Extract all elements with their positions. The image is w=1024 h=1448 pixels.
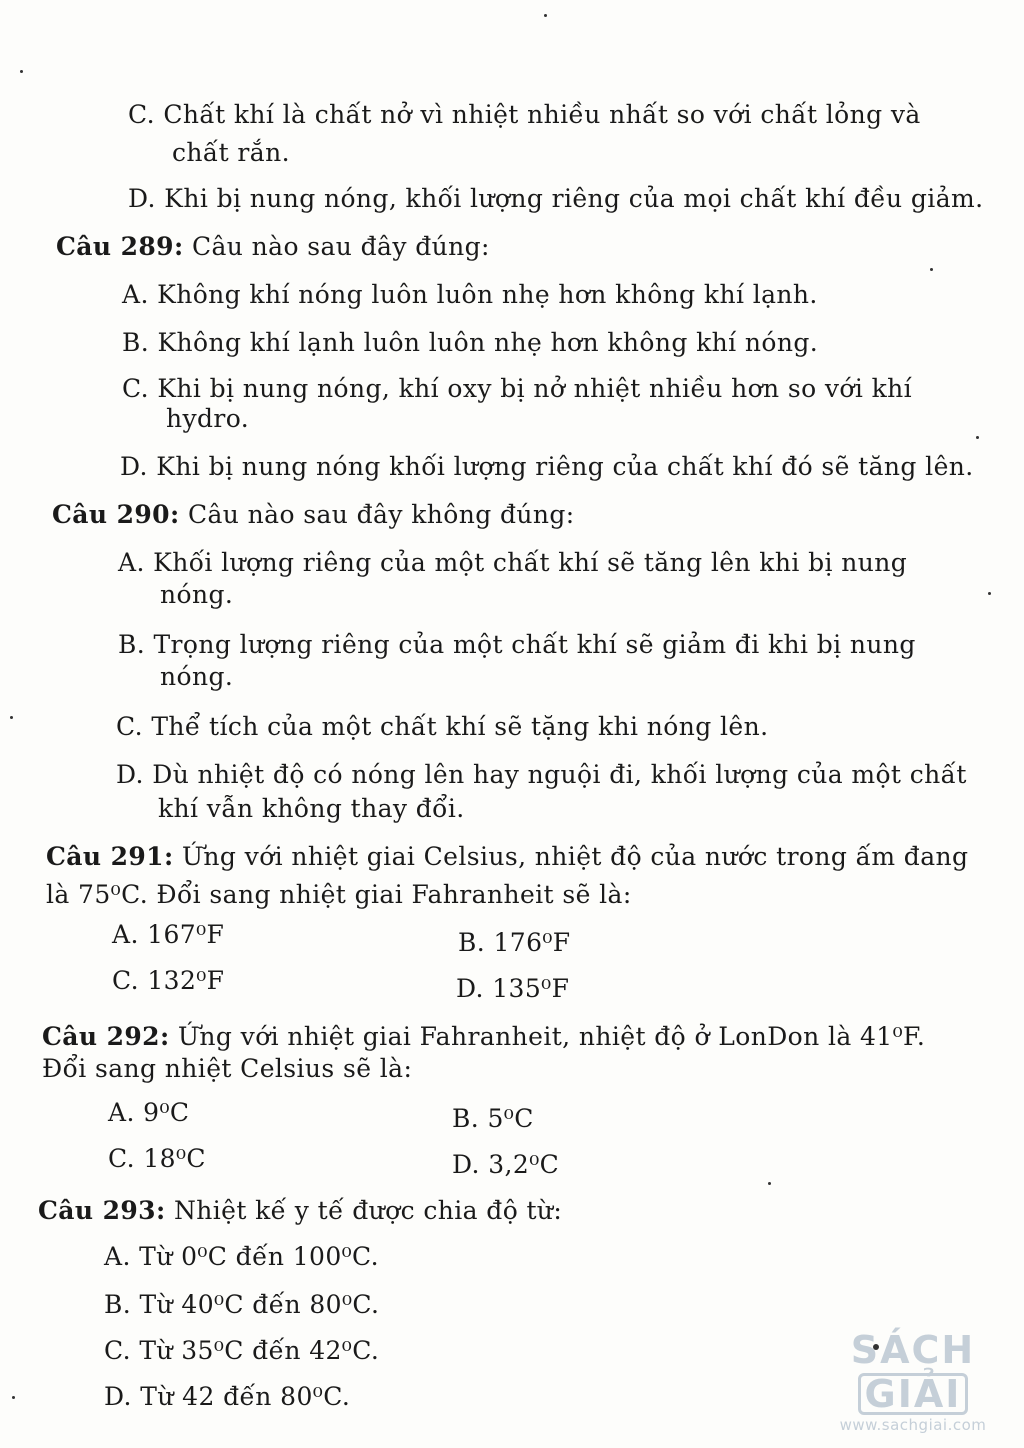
prev-option-c-line1: C. Chất khí là chất nở vì nhiệt nhiều nhất so với chất lỏng và [128, 100, 921, 129]
q289-option-d: D. Khi bị nung nóng khối lượng riêng của chất khí đó sẽ tăng lên. [120, 452, 974, 481]
prev-option-d: D. Khi bị nung nóng, khối lượng riêng của mọi chất khí đều giảm. [128, 184, 984, 213]
q293-option-b: B. Từ 40⁰C đến 80⁰C. [104, 1290, 380, 1319]
question-291-stem-line2: là 75⁰C. Đổi sang nhiệt giai Fahranheit sẽ là: [46, 880, 632, 909]
q290-option-b-line2: nóng. [160, 662, 234, 691]
scan-speck [768, 1182, 771, 1185]
question-293 [38, 1196, 562, 1226]
q293-option-d: D. Từ 42 đến 80⁰C. [104, 1382, 351, 1411]
q292-option-c: C. 18⁰C [108, 1144, 206, 1173]
q289-option-c-line1: C. Khi bị nung nóng, khí oxy bị nở nhiệt nhiều hơn so với khí [122, 374, 913, 403]
scan-speck [10, 716, 13, 719]
scan-speck [976, 436, 979, 439]
q290-option-d-line1: D. Dù nhiệt độ có nóng lên hay nguội đi, khối lượng của một chất [116, 760, 967, 789]
q290-option-d-line2: khí vẫn không thay đổi. [158, 794, 465, 823]
scan-speck [12, 1396, 15, 1399]
q291-option-d: D. 135⁰F [456, 974, 570, 1003]
q289-option-a: A. Không khí nóng luôn luôn nhẹ hơn không khí lạnh. [122, 280, 818, 309]
q290-option-a-line2: nóng. [160, 580, 234, 609]
q290-option-b-line1: B. Trọng lượng riêng của một chất khí sẽ giảm đi khi bị nung [118, 630, 916, 659]
scan-speck [930, 268, 933, 271]
q290-option-c: C. Thể tích của một chất khí sẽ tặng khi nóng lên. [116, 712, 769, 741]
watermark-brand-right: GIẢI [858, 1373, 969, 1415]
prev-option-c-line2: chất rắn. [172, 138, 290, 167]
watermark-brand-left: SÁCH [850, 1328, 976, 1372]
q293-option-a: A. Từ 0⁰C đến 100⁰C. [104, 1242, 380, 1271]
q292-option-b: B. 5⁰C [452, 1104, 534, 1133]
watermark [808, 1328, 1018, 1434]
q292-option-d: D. 3,2⁰C [452, 1150, 560, 1179]
question-293-number: Câu 293: [38, 1196, 166, 1225]
q293-option-c: C. Từ 35⁰C đến 42⁰C. [104, 1336, 380, 1365]
scan-speck [988, 592, 991, 595]
question-290-stem: Câu nào sau đây không đúng: [187, 500, 575, 529]
q291-option-b: B. 176⁰F [458, 928, 571, 957]
scan-speck [20, 70, 23, 73]
q292-option-a: A. 9⁰C [108, 1098, 190, 1127]
question-289 [56, 232, 490, 262]
question-289-number: Câu 289: [56, 232, 184, 261]
question-293-stem: Nhiệt kế y tế được chia độ từ: [173, 1196, 563, 1225]
question-291-stem-line1: Ứng với nhiệt giai Celsius, nhiệt độ của nước trong ấm đang [181, 842, 969, 871]
watermark-url: www.sachgiai.com [839, 1416, 987, 1434]
question-291-number: Câu 291: [46, 842, 174, 871]
q290-option-a-line1: A. Khối lượng riêng của một chất khí sẽ tăng lên khi bị nung [118, 548, 908, 577]
question-289-stem: Câu nào sau đây đúng: [191, 232, 490, 261]
question-292-stem-line1: Ứng với nhiệt giai Fahranheit, nhiệt độ ở LonDon là 41⁰F. [177, 1022, 926, 1051]
scan-speck [544, 14, 547, 17]
question-291 [46, 842, 968, 872]
question-292-stem-line2: Đổi sang nhiệt Celsius sẽ là: [42, 1054, 413, 1083]
q289-option-c-line2: hydro. [166, 404, 250, 433]
question-292-number: Câu 292: [42, 1022, 170, 1051]
question-292 [42, 1022, 925, 1052]
q291-option-a: A. 167⁰F [112, 920, 225, 949]
question-290-number: Câu 290: [52, 500, 180, 529]
q289-option-b: B. Không khí lạnh luôn luôn nhẹ hơn không khí nóng. [122, 328, 819, 357]
question-290 [52, 500, 575, 530]
watermark-brand [808, 1328, 1018, 1416]
q291-option-c: C. 132⁰F [112, 966, 225, 995]
